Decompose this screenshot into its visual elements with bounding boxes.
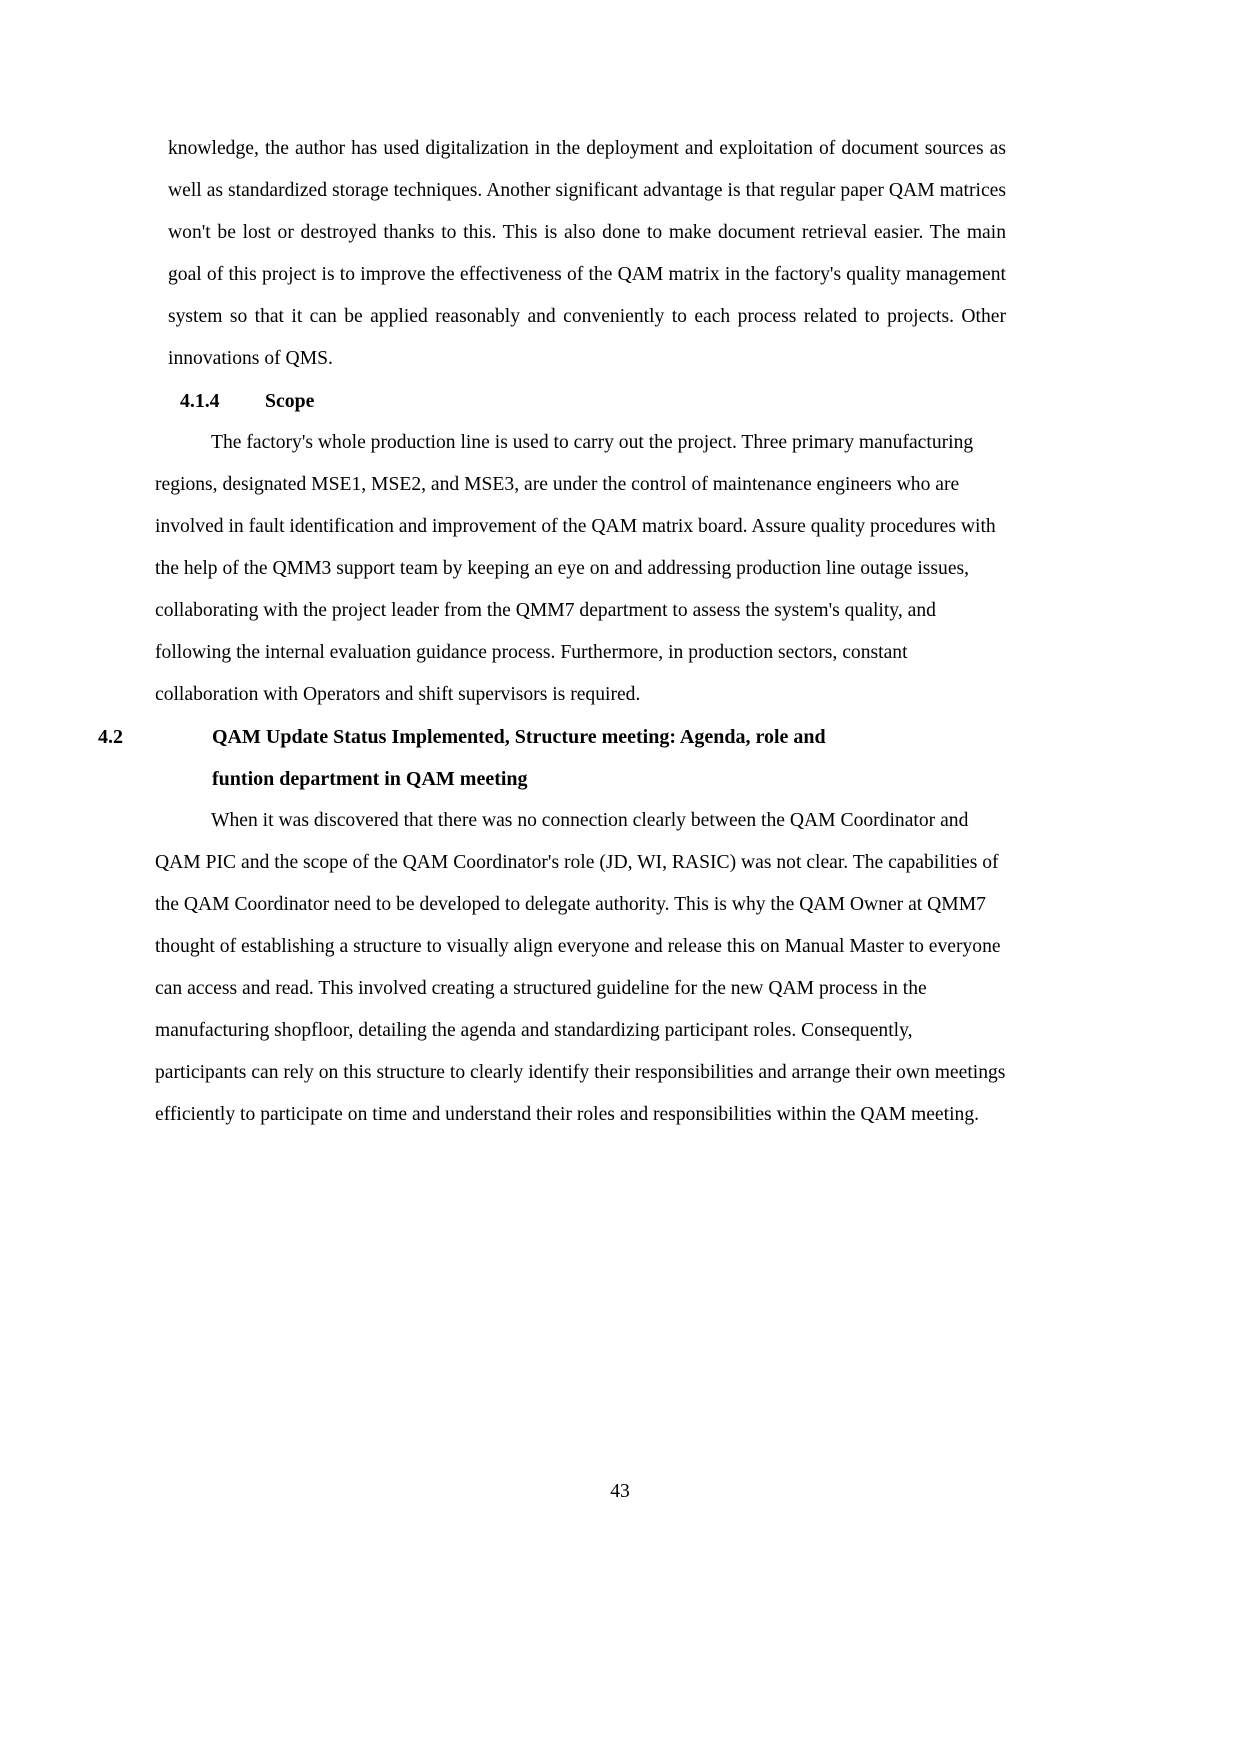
paragraph-intro: knowledge, the author has used digitalization in the deployment and exploitation of document sources as well as standardized storage techniques. Another significant advantage is that regular paper QAM matrices won't be lost or destroyed thanks to this. This is also done to make document retrieval easier. The main goal of this project is to improve the effectiveness of the QAM matrix in the factory's quality management system so that it can be applied reasonably and conveniently to each process related to projects. Other innovations of QMS. <box>168 138 1006 369</box>
heading-4-1-4 <box>155 380 1006 422</box>
heading-4-2 <box>98 716 1006 800</box>
heading-4-1-4-title: Scope <box>265 390 315 412</box>
heading-4-2-number: 4.2 <box>98 726 123 748</box>
paragraph-qam-structure: When it was discovered that there was no connection clearly between the QAM Coordinator and QAM PIC and the scope of the QAM Coordinator's role (JD, WI, RASIC) was not clear. The capabilities of the QAM Coordinator need to be developed to delegate authority. This is why the QAM Owner at QMM7 thought of establishing a structure to visually align everyone and release this on Manual Master to everyone can access and read. This involved creating a structured guideline for the new QAM process in the manufacturing shopfloor, detailing the agenda and standardizing participant roles. Consequently, participants can rely on this structure to clearly identify their responsibilities and arrange their own meetings efficiently to participate on time and understand their roles and responsibilities within the QAM meeting. <box>155 810 1006 1125</box>
heading-4-2-line-1 <box>98 716 1006 758</box>
heading-4-2-title-second-line: funtion department in QAM meeting <box>212 768 528 790</box>
heading-4-2-title-first-line: QAM Update Status Implemented, Structure meeting: Agenda, role and <box>212 726 826 748</box>
paragraph-scope: The factory's whole production line is used to carry out the project. Three primary manufacturing regions, designated MSE1, MSE2, and MSE3, are under the control of maintenance engineers who are involved in fault identification and improvement of the QAM matrix board. Assure quality procedures with the help of the QMM3 support team by keeping an eye on and addressing production line outage issues, collaborating with the project leader from the QMM7 department to assess the system's quality, and following the internal evaluation guidance process. Furthermore, in production sectors, constant collaboration with Operators and shift supervisors is required. <box>155 432 996 705</box>
page-content <box>98 128 1006 1136</box>
heading-4-1-4-number: 4.1.4 <box>180 390 220 412</box>
page-number: 43 <box>610 1481 630 1502</box>
